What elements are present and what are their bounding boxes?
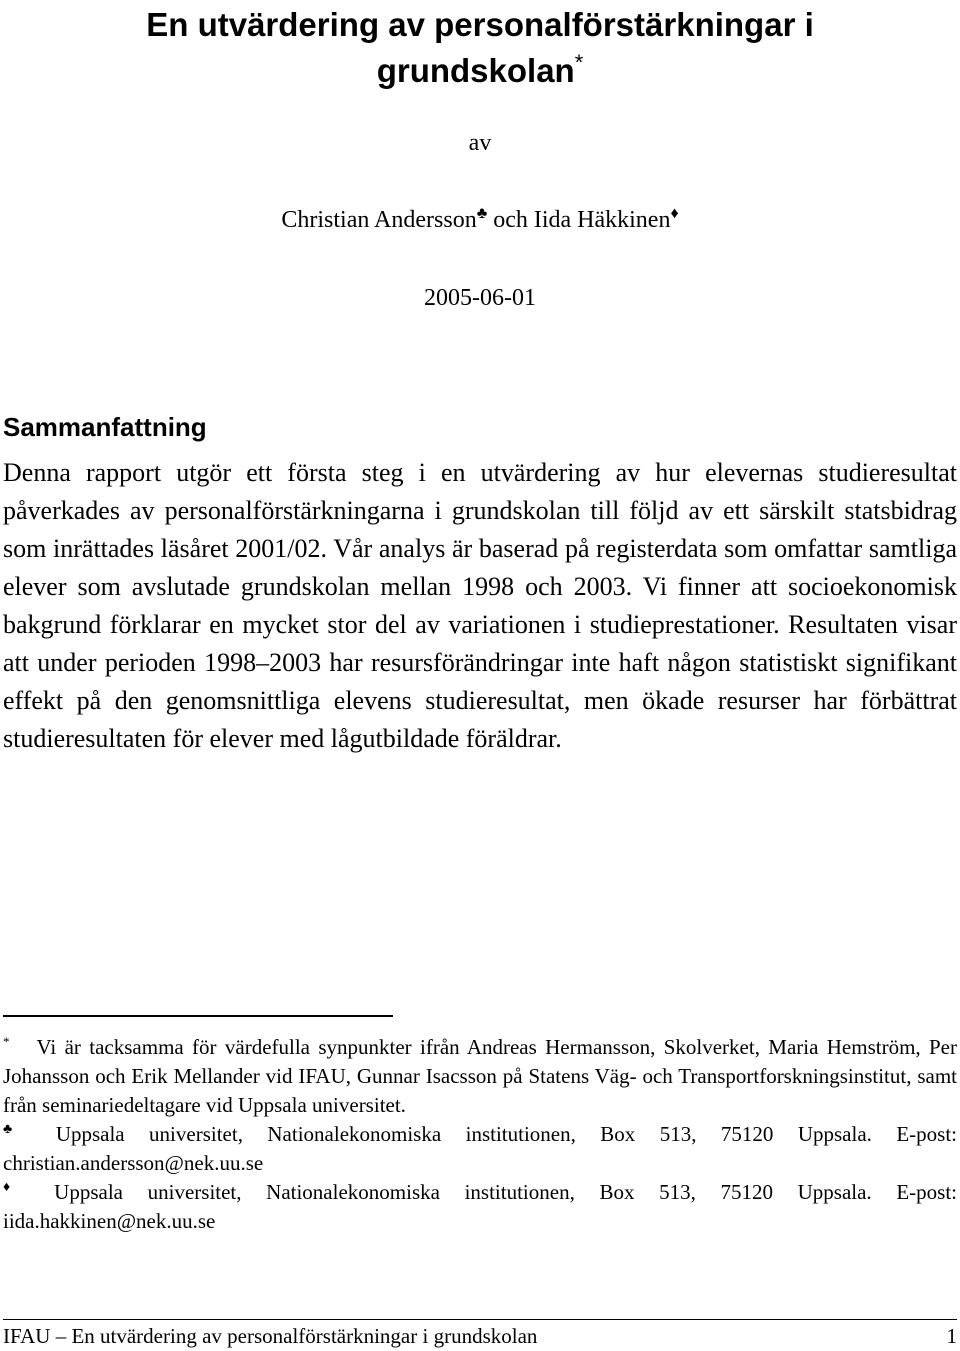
footnote-author-1 (3, 1120, 957, 1178)
title-footnote-mark: * (574, 50, 584, 75)
footnote-mark-club: ♣ (3, 1122, 32, 1137)
abstract-body: Denna rapport utgör ett första steg i en utvärdering av hur elevernas studieresultat påverkades av personalförstärkningarna i grundskolan till följd av ett särskilt statsbidrag som inrättades läsåret 2001/02. Vår analys är baserad på registerdata som omfattar samtliga elever som avslutade grundskolan mellan 1998 och 2003. Vi finner att socioekonomisk bakgrund förklarar en mycket stor del av variationen i studieprestationer. Resultaten visar att under perioden 1998–2003 har resursförändringar inte haft någon statistiskt signifikant effekt på den genomsnittliga elevens studieresultat, men ökade resurser har förbättrat studieresultaten för elever med lågutbildade föräldrar. (3, 458, 957, 753)
footnotes (3, 1033, 957, 1236)
author-1-mark: ♣ (476, 205, 488, 222)
author-line (0, 205, 960, 235)
page-footer (3, 1323, 957, 1349)
footnote-mark-diamond: ♦ (3, 1180, 30, 1195)
paper-date (0, 283, 960, 313)
footnote-separator (3, 1015, 393, 1017)
footnote-mark-asterisk: * (3, 1034, 10, 1049)
paper-date-text: 2005-06-01 (424, 285, 536, 311)
footnote-text: Vi är tacksamma för värdefulla synpunkter ifrån Andreas Hermansson, Skolverket, Maria Hemström, Per Johansson och Erik Mellander vid IFAU, Gunnar Isacsson på Statens Väg- och Transportforskningsinstitut, samt från seminariedeltagare vid Uppsala universitet. (3, 1035, 958, 1117)
footnote-author-2 (3, 1178, 957, 1236)
footer-separator (3, 1319, 957, 1320)
byline-av (0, 128, 960, 158)
title-line-1: En utvärdering av personalförstärkningar i (146, 6, 814, 43)
title-line-2: grundskolan (376, 52, 575, 89)
author-2-mark: ♦ (670, 205, 679, 222)
page-number: 1 (946, 1324, 957, 1348)
author-connector: och (493, 207, 528, 233)
footnote-text: Uppsala universitet, Nationalekonomiska institutionen, Box 513, 75120 Uppsala. E-post: iida.hakkinen@nek.uu.se (3, 1180, 957, 1233)
abstract-heading: Sammanfattning (3, 412, 207, 442)
footnote-acknowledgement (3, 1033, 957, 1120)
byline-av-text: av (468, 130, 492, 156)
running-title: IFAU – En utvärdering av personalförstärkningar i grundskolan (3, 1324, 538, 1348)
author-2-name: Iida Häkkinen (533, 207, 671, 233)
paper-title (0, 2, 960, 94)
author-1-name: Christian Andersson (281, 207, 477, 233)
footnote-text: Uppsala universitet, Nationalekonomiska institutionen, Box 513, 75120 Uppsala. E-post: christian.andersson@nek.uu.se (3, 1122, 957, 1175)
